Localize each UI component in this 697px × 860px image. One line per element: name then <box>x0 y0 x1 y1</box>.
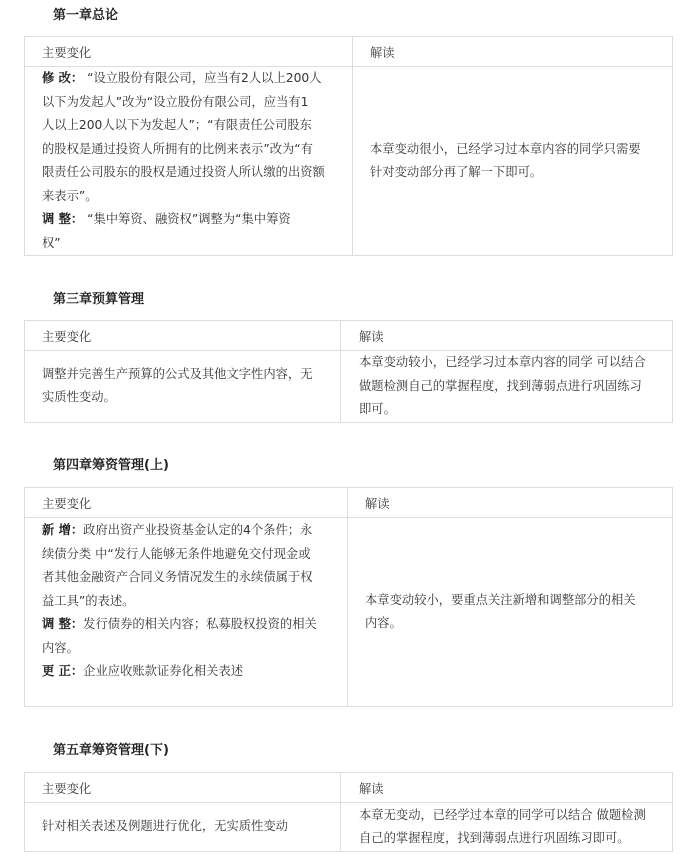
text-line: 人以上200人以下为发起人”；“有限责任公司股东 <box>42 118 312 132</box>
table-header-row <box>25 488 673 518</box>
change-label: 新 增： <box>42 523 84 537</box>
section-title: 第三章预算管理 <box>53 292 145 307</box>
text-line: 针对变动部分再了解一下即可。 <box>370 165 543 179</box>
change-entry <box>42 660 347 684</box>
table-header-row <box>25 321 673 351</box>
text-line: 本章变动较小，已经学习过本章内容的同学 可以结合 <box>359 355 646 369</box>
change-label: 更 正： <box>42 664 84 678</box>
column-header-reading: 解读 <box>348 488 673 518</box>
section-title: 第四章筹资管理(上) <box>53 458 169 473</box>
column-header-reading: 解读 <box>341 321 673 351</box>
section-title: 第一章总论 <box>53 8 119 23</box>
reading-cell <box>341 351 673 423</box>
text-line: 针对相关表述及例题进行优化，无实质性变动 <box>42 819 288 834</box>
text-line: 者其他金融资产合同义务情况发生的永续债属于权 <box>42 570 313 584</box>
text-line: 企业应收账款证券化相关表述 <box>83 664 244 678</box>
column-header-reading: 解读 <box>341 773 673 803</box>
table-row <box>25 803 673 852</box>
text-line: 政府出资产业投资基金认定的4个条件；永 <box>83 523 313 537</box>
text-line: 本章无变动，已经学过本章的同学可以结合 做题检测 <box>359 807 646 822</box>
reading-cell <box>341 803 673 852</box>
change-table <box>24 320 673 423</box>
text-line: 即可。 <box>359 402 396 416</box>
text-line: 益工具”的表述。 <box>42 593 135 608</box>
change-table <box>24 487 673 707</box>
change-cell <box>25 518 348 707</box>
section-title: 第五章筹资管理(下) <box>53 743 169 758</box>
table-header-row <box>25 37 673 67</box>
table-header-row <box>25 773 673 803</box>
text-line: 来表示”。 <box>42 188 98 203</box>
change-entry <box>42 613 347 660</box>
text-line: 本章变动较小，要重点关注新增和调整部分的相关 <box>365 592 636 607</box>
reading-cell <box>353 67 673 256</box>
column-header-change: 主要变化 <box>25 37 353 67</box>
table-row <box>25 518 673 707</box>
change-label: 调 整： <box>42 617 84 631</box>
text-line: 的股权是通过投资人所拥有的比例来表示”改为“有 <box>42 141 313 156</box>
change-table <box>24 772 673 852</box>
change-entry <box>42 519 347 613</box>
column-header-change: 主要变化 <box>25 488 348 518</box>
reading-cell <box>348 518 673 707</box>
column-header-reading: 解读 <box>353 37 673 67</box>
text-line: 做题检测自己的掌握程度，找到薄弱点进行巩固练习 <box>359 378 642 393</box>
change-label: 修 改： <box>42 71 84 85</box>
table-row <box>25 351 673 423</box>
text-line: “集中筹资、融资权”调整为“集中筹资 <box>87 212 291 226</box>
change-label: 调 整： <box>42 212 84 226</box>
text-line: 内容。 <box>365 616 402 630</box>
change-cell <box>25 803 341 852</box>
text-line: 调整并完善生产预算的公式及其他文字性内容，无 <box>42 366 313 381</box>
text-line: 权” <box>42 235 61 250</box>
change-cell <box>25 351 341 423</box>
change-cell <box>25 67 353 256</box>
change-entry <box>42 208 352 255</box>
text-line: 实质性变动。 <box>42 390 116 405</box>
change-entry <box>42 67 352 208</box>
column-header-change: 主要变化 <box>25 321 341 351</box>
text-line: 续债分类 中“发行人能够无条件地避免交付现金或 <box>42 546 311 561</box>
column-header-change: 主要变化 <box>25 773 341 803</box>
text-line: “设立股份有限公司，应当有2人以上200人 <box>87 71 322 85</box>
text-line: 以下为发起人”改为“设立股份有限公司，应当有1 <box>42 94 309 109</box>
text-line: 内容。 <box>42 640 79 655</box>
text-line: 发行债券的相关内容；私募股权投资的相关 <box>83 617 317 631</box>
change-table <box>24 36 673 256</box>
text-line: 限责任公司股东的股权是通过投资人所认缴的出资额 <box>42 165 325 179</box>
text-line: 本章变动很小，已经学习过本章内容的同学只需要 <box>370 141 641 156</box>
text-line: 自己的掌握程度，找到薄弱点进行巩固练习即可。 <box>359 831 630 845</box>
table-row <box>25 67 673 256</box>
